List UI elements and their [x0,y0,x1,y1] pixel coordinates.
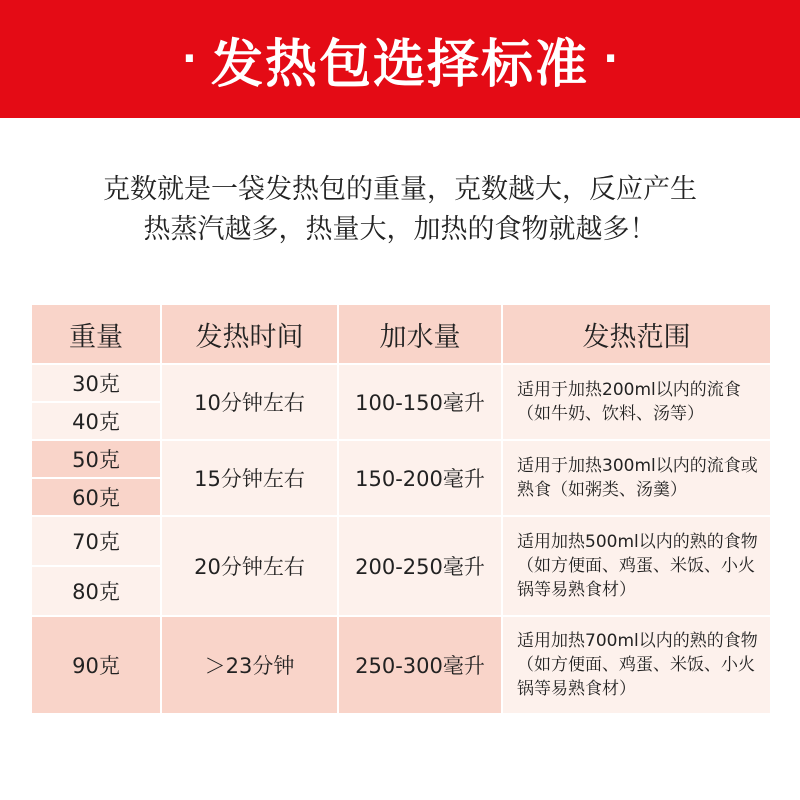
time-cell: 20分钟左右 [161,516,338,616]
range-cell: 适用加热500ml以内的熟的食物（如方便面、鸡蛋、米饭、小火锅等易熟食材） [502,516,771,616]
weight-cell: 60克 [31,478,161,516]
header-heating-time: 发热时间 [161,304,338,364]
weight-cell: 90克 [31,616,161,714]
weight-cell: 80克 [31,566,161,616]
table-row [31,516,771,566]
table-row [31,616,771,714]
weight-cell: 30克 [31,364,161,402]
title-banner [0,0,800,118]
time-cell: 15分钟左右 [161,440,338,516]
header-heating-range: 发热范围 [502,304,771,364]
water-cell: 150-200毫升 [338,440,502,516]
banner-dot-right: · [603,36,619,82]
banner-dot-left: · [181,36,197,82]
water-cell: 200-250毫升 [338,516,502,616]
water-cell: 100-150毫升 [338,364,502,440]
range-cell: 适用加热700ml以内的熟的食物（如方便面、鸡蛋、米饭、小火锅等易熟食材） [502,616,771,714]
table-row [31,364,771,402]
weight-cell: 70克 [31,516,161,566]
weight-cell: 40克 [31,402,161,440]
header-weight: 重量 [31,304,161,364]
range-cell: 适用于加热200ml以内的流食（如牛奶、饮料、汤等） [502,364,771,440]
time-cell: 10分钟左右 [161,364,338,440]
weight-cell: 50克 [31,440,161,478]
page-title: 发热包选择标准 [210,34,589,95]
description-line-2: 热蒸汽越多，热量大，加热的食物就越多！ [143,214,657,245]
table-row [31,440,771,478]
table-header-row [31,304,771,364]
range-cell: 适用于加热300ml以内的流食或熟食（如粥类、汤羹） [502,440,771,516]
time-cell: ＞23分钟 [161,616,338,714]
description-line-1: 克数就是一袋发热包的重量，克数越大，反应产生 [103,174,697,205]
description [0,170,800,250]
selection-table [30,303,772,715]
water-cell: 250-300毫升 [338,616,502,714]
header-water-amount: 加水量 [338,304,502,364]
